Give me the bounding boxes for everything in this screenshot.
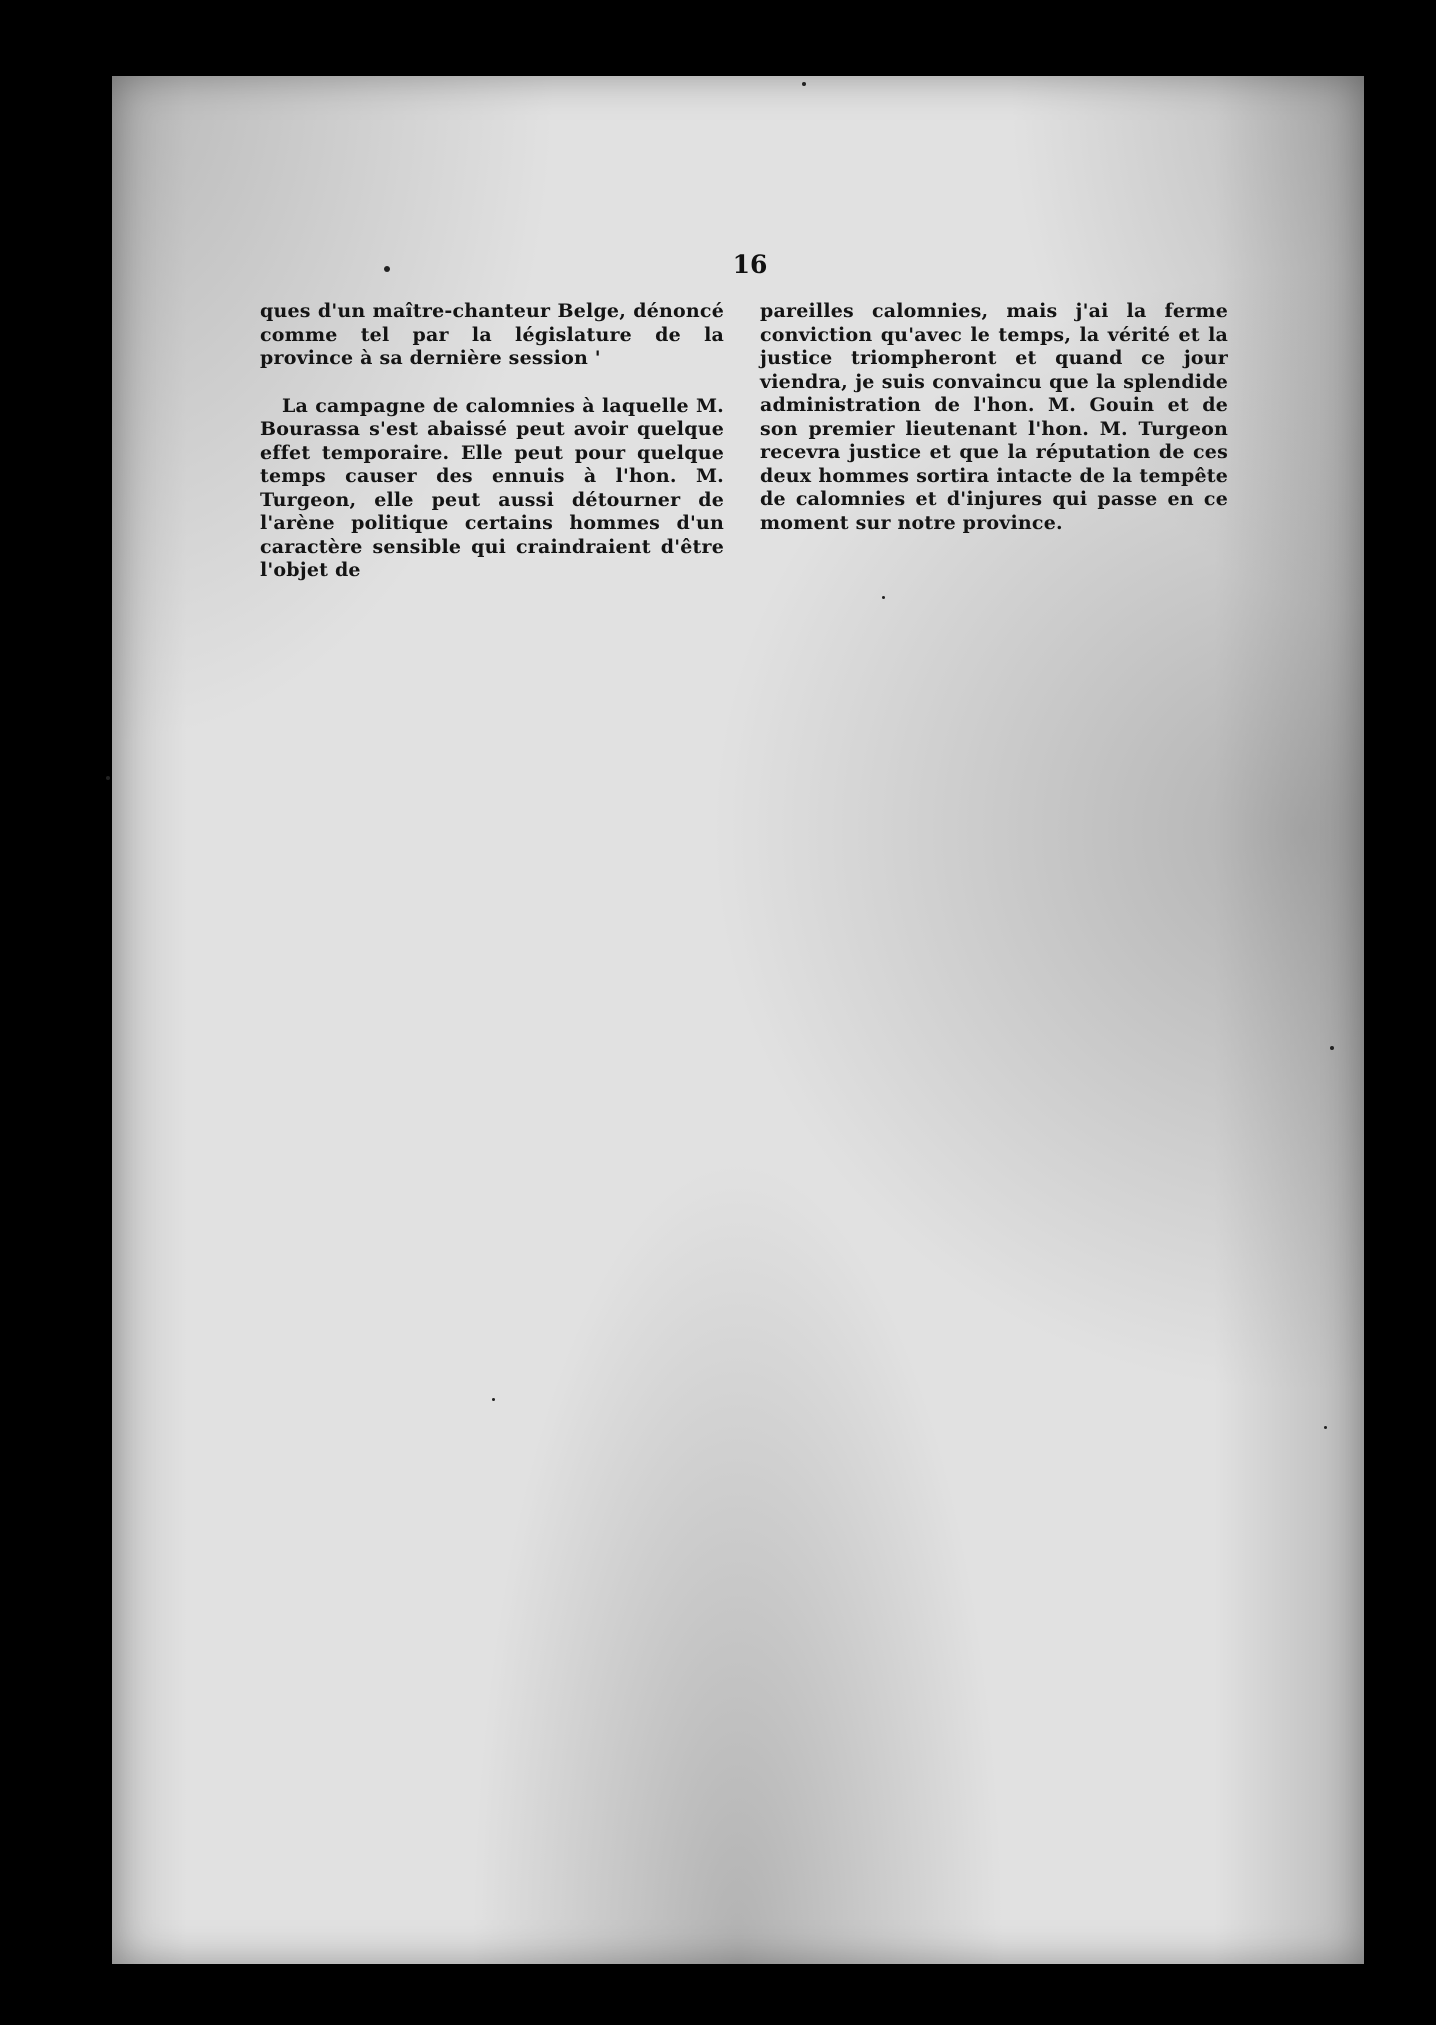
- ink-speck: [492, 1398, 495, 1401]
- right-paragraph-1: pareilles calomnies, mais j'ai la ferme conviction qu'avec le temps, la vérité et la justice triompheront et quand ce jour viendra, je suis convaincu que la splendide administration de l'hon. M. Gouin et de son premier lieutenant l'hon. M. Turgeon recevra justice et que la réputation de ces deux hommes sortira intacte de la tempête de calomnies et d'injures qui passe en ce moment sur notre province.: [760, 300, 1228, 534]
- left-paragraph-2: La campagne de calomnies à laquelle M. Bourassa s'est abaissé peut avoir quelque effet temporaire. Elle peut pour quelque temps causer des ennuis à l'hon. M. Turgeon, elle peut aussi détourner de l'arène politique certains hommes d'un caractère sensible qui craindraient d'être l'objet de: [260, 394, 724, 581]
- ink-speck: [882, 596, 885, 599]
- left-paragraph-1: ques d'un maître-chanteur Belge, dénoncé comme tel par la législature de la province à sa dernière session ': [260, 300, 724, 369]
- ink-speck: [802, 82, 806, 86]
- page-number: 16: [732, 250, 768, 279]
- ink-speck: [1330, 1046, 1334, 1050]
- ink-dot: [384, 266, 390, 272]
- right-text-column: [760, 300, 1228, 535]
- ink-speck: [106, 776, 110, 780]
- ink-speck: [1324, 1426, 1327, 1429]
- left-text-column: [260, 300, 724, 583]
